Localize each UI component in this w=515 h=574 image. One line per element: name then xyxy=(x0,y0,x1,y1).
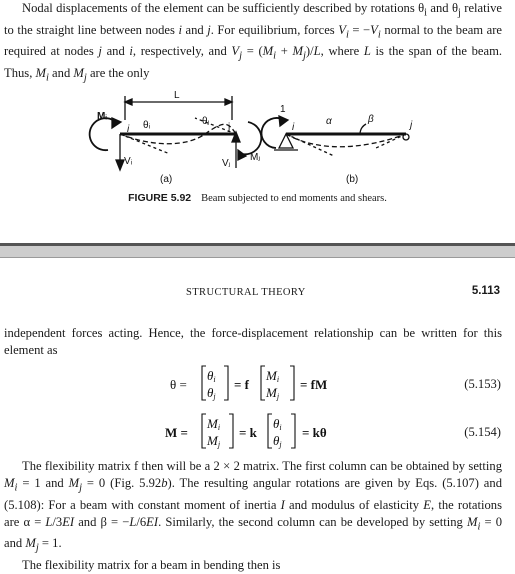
figure-part-b xyxy=(262,116,409,156)
equation-5-154 xyxy=(0,411,515,451)
paragraph-top xyxy=(4,0,502,86)
label-alpha: α xyxy=(326,116,332,127)
eq153-lhs: θ = xyxy=(170,377,187,392)
label-span: L xyxy=(174,90,180,101)
eq154-k: = k xyxy=(239,425,257,440)
eq154-bracket-left-2 xyxy=(268,414,272,448)
eq154-bracket-right-2 xyxy=(291,414,295,448)
moment-arrow-j xyxy=(238,150,246,160)
eq153-bracket-right-2 xyxy=(290,366,294,400)
moment-arrow-i xyxy=(112,118,121,128)
eq153-theta-i: θi xyxy=(207,368,216,384)
eq153-rhs: = fM xyxy=(300,377,328,392)
eq154-lhs: M = xyxy=(165,425,188,440)
eq154-rhs: = kθ xyxy=(302,425,327,440)
eq154-number: (5.154) xyxy=(464,425,501,439)
eq153-bracket-left-1 xyxy=(202,366,206,400)
label-part-b: (b) xyxy=(346,174,359,185)
eq154-m-j: Mj xyxy=(207,433,221,449)
eq153-bracket-right-1 xyxy=(224,366,228,400)
eq154-bracket-left-1 xyxy=(202,414,206,448)
tangent-alpha xyxy=(286,134,334,156)
paragraph-last-text: The flexibility matrix for a beam in bending then is xyxy=(22,557,281,572)
eq153-theta-j: θj xyxy=(207,385,216,401)
label-theta-j: θⱼ xyxy=(202,116,210,127)
span-arrow-left xyxy=(125,99,132,105)
label-theta-i: θᵢ xyxy=(143,120,151,131)
unit-moment-arrow xyxy=(279,116,288,126)
label-unit-moment: 1 xyxy=(280,104,286,115)
figure-caption-label: FIGURE 5.92 xyxy=(128,192,192,204)
equation-5-153 xyxy=(0,363,515,403)
eq153-bracket-left-2 xyxy=(261,366,265,400)
figure-caption-text: Beam subjected to end moments and shears. xyxy=(201,193,387,204)
paragraph-middle xyxy=(4,325,502,359)
eq154-theta-j: θj xyxy=(273,433,282,449)
moment-arc-j xyxy=(242,122,261,154)
paragraph-top-text: Nodal displacements of the element can be sufficiently described by rotations $\theta_i$ and $\theta_j$ relative to the straight line between nodes i and j. For equilibrium, forces $V_i = -V_i$ normal to the beam are required at nodes j and i, respectively, and $V_j = (M_i + M_j)/L$, where L is the span of the beam. Thus, $M_i$ and $M_j$ are the only xyxy=(4,1,503,84)
eq154-bracket-right-1 xyxy=(229,414,233,448)
eq153-m-j: Mj xyxy=(266,385,280,401)
eq154-m-i: Mi xyxy=(207,416,221,432)
figure-labels-b xyxy=(280,104,413,185)
eq154-theta-i: θi xyxy=(273,416,282,432)
page-number: 5.113 xyxy=(471,285,500,297)
pin-support xyxy=(279,134,293,148)
deflected-shape-b xyxy=(286,134,406,147)
eq153-number: (5.153) xyxy=(464,377,501,391)
figure-caption xyxy=(0,192,515,204)
figure-part-a xyxy=(90,96,262,170)
label-shear-j: Vⱼ xyxy=(222,158,231,169)
running-head: STRUCTURAL THEORY xyxy=(186,287,306,298)
shear-arrow-i xyxy=(116,160,124,170)
paragraph-bottom xyxy=(4,458,502,574)
label-node-j-b: j xyxy=(410,120,413,131)
label-node-i: i xyxy=(127,124,130,135)
label-beta: β xyxy=(368,114,374,125)
equation-5-154-body xyxy=(0,411,515,451)
paragraph-bottom-text: The flexibility matrix f then will be a 2 × 2 matrix. The first column can be obtained by setting $M_i = 1$ and $M_j = 0$ (Fig. 5.92b). The resulting angular rotations are given by Eqs. (5.107) and (5.108): For a beam with constant moment of inertia I and modulus of elasticity E, the rotations are α = L/3EI and β = −L/6EI. Similarly, the second column can be developed by setting $M_i = 0$ and $M_j = 1$. xyxy=(4,459,502,554)
equation-5-153-body xyxy=(0,363,515,403)
label-moment-i: Mᵢ xyxy=(97,111,107,122)
paragraph-middle-text: independent forces acting. Hence, the force-displacement relationship can be written for this element as xyxy=(4,326,502,357)
label-moment-j: Mⱼ xyxy=(250,152,261,163)
label-part-a: (a) xyxy=(160,174,173,185)
eq153-f: = f xyxy=(234,377,249,392)
label-shear-i: Vᵢ xyxy=(124,156,133,167)
eq153-m-i: Mi xyxy=(266,368,280,384)
span-arrow-right xyxy=(225,99,232,105)
label-node-i-b: i xyxy=(292,122,295,133)
tangent-beta xyxy=(376,134,406,148)
page-break-divider xyxy=(0,243,515,258)
label-node-j: j xyxy=(228,122,231,133)
